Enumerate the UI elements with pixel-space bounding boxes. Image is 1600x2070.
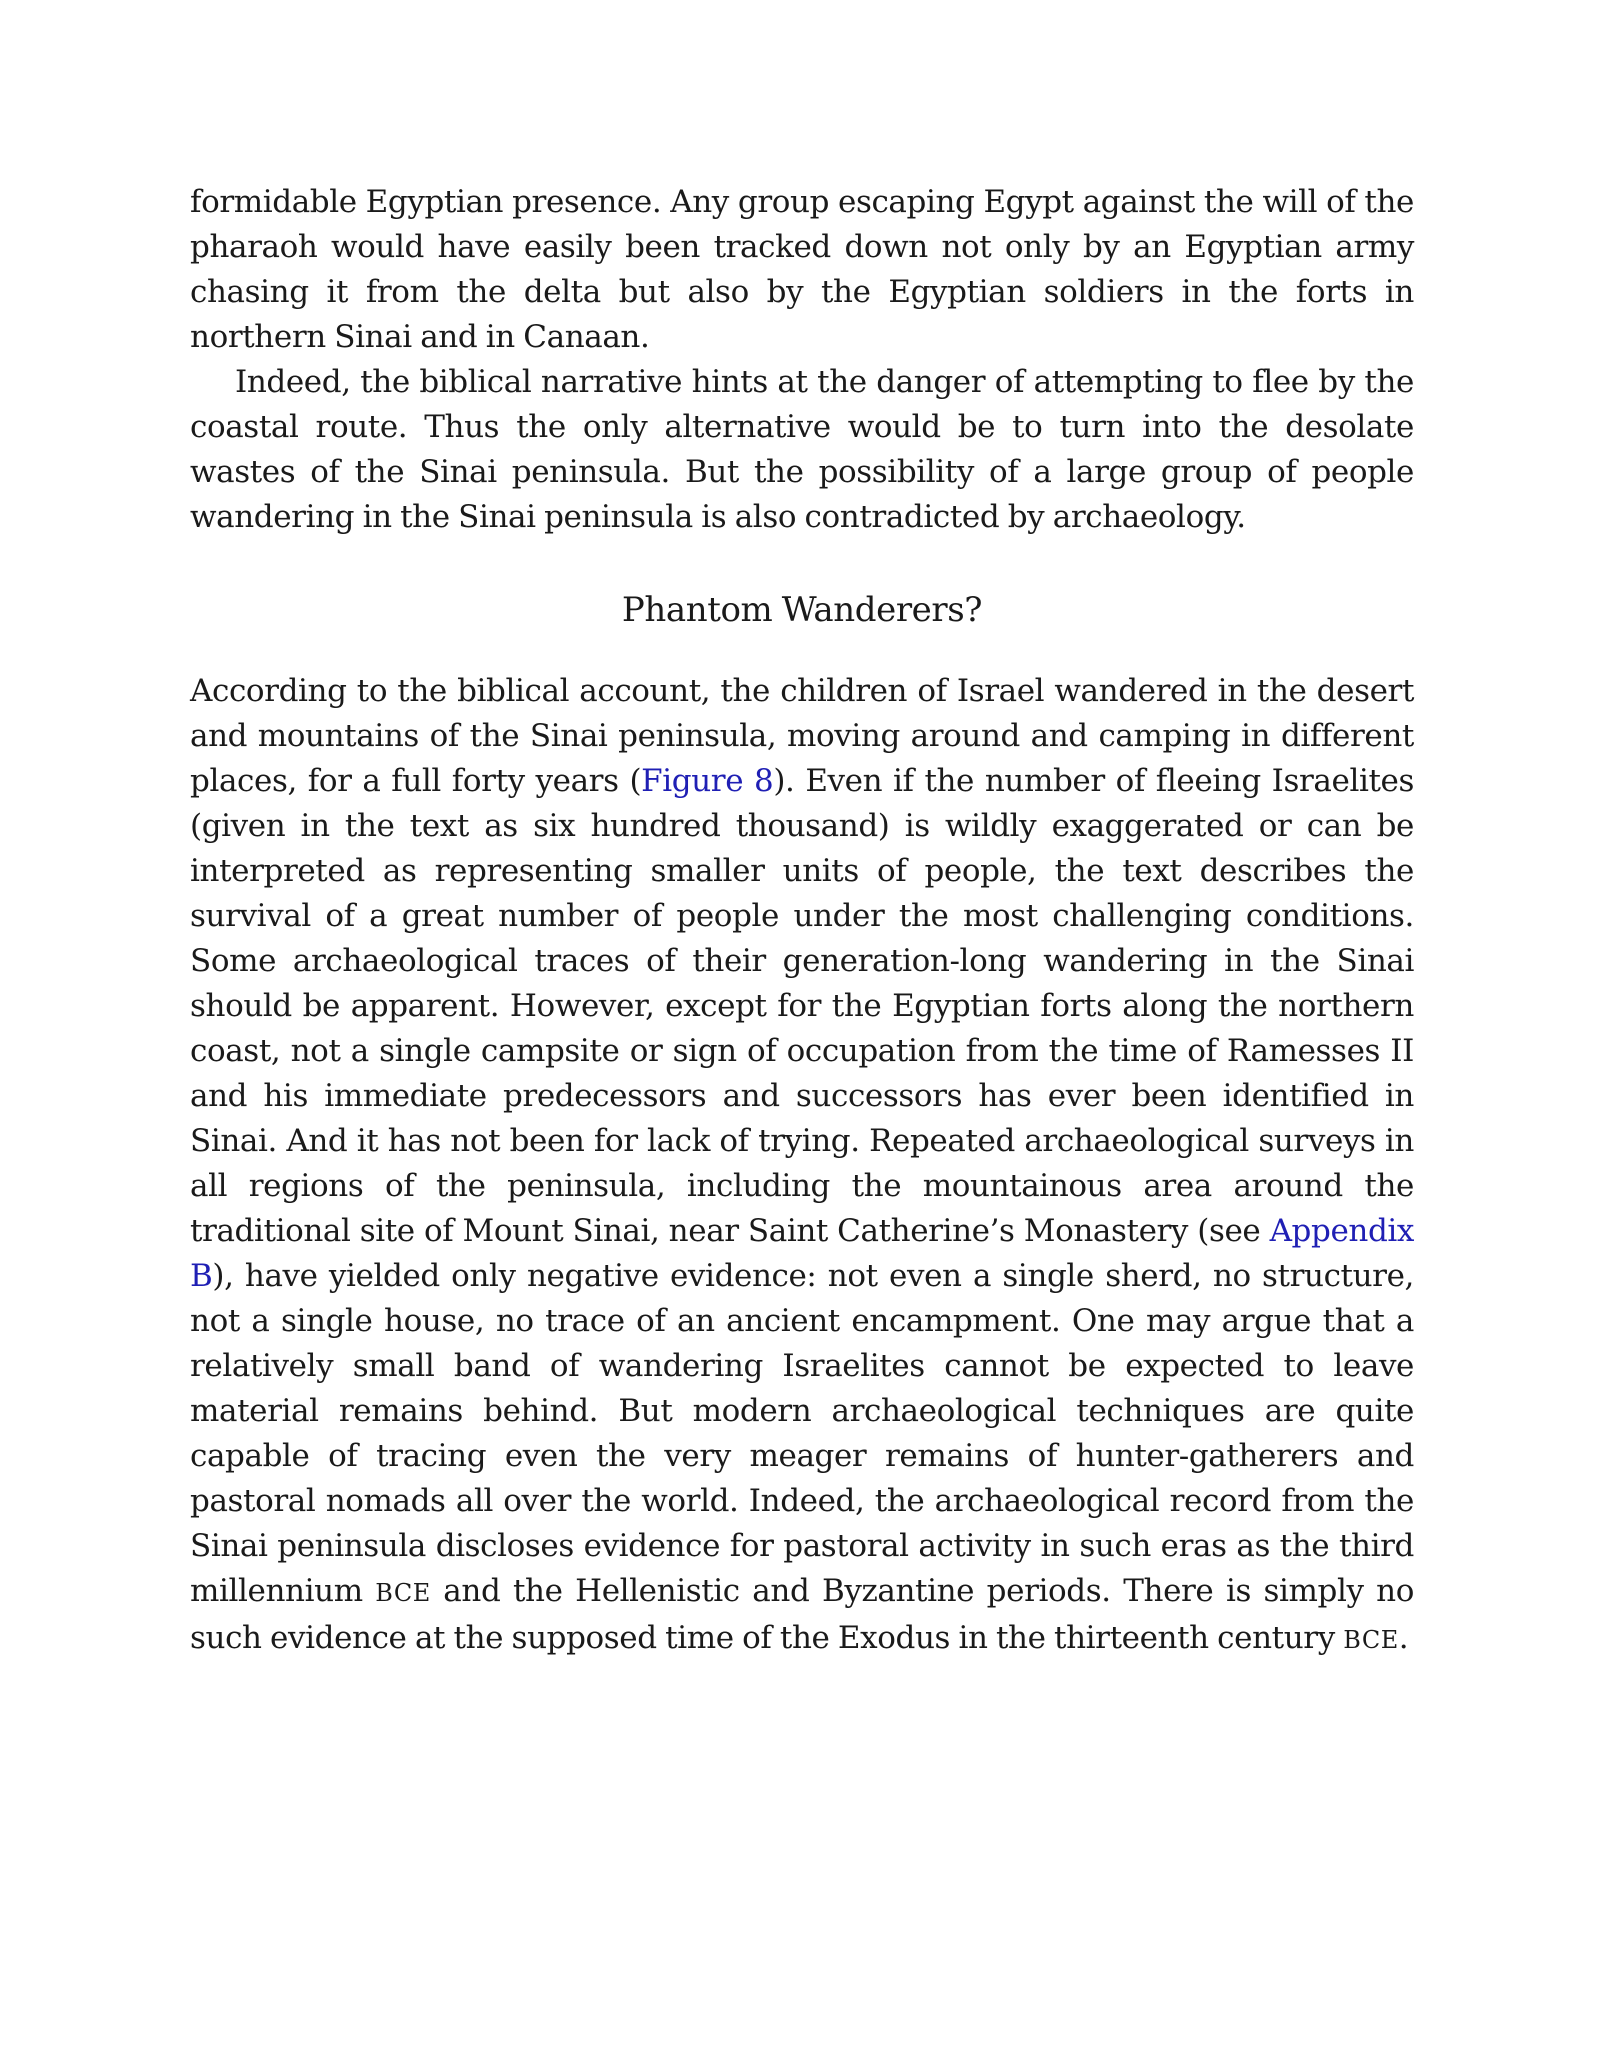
paragraph-3-text-2: ). Even if the number of fleeing Israelites (given in the text as six hundred thousand) is wildly exaggerated or can be interpreted as representing smaller units of people, the text describes the survival of a great number of people under the most challenging conditions. Some archaeological traces of their generation-long wandering in the Sinai should be apparent. However, except for the Egyptian forts along the northern coast, not a single campsite or sign of occupation from the time of Ramesses II and his immediate predecessors and successors has ever been identified in Sinai. And it has not been for lack of trying. Repeated archaeological surveys in all regions of the peninsula, including the mountainous area around the traditional site of Mount Sinai, near Saint Catherine’s Monastery (see [190, 763, 1414, 1249]
figure-8-link[interactable]: Figure 8 [641, 763, 774, 799]
page-body [190, 180, 1414, 1663]
era-abbreviation: BCE [1343, 1626, 1399, 1654]
paragraph-3-text-1: According to the biblical account, the children of Israel wandered in the desert and mountains of the Sinai peninsula, moving around and camping in different places, for a full forty years ( [190, 673, 1414, 799]
section-heading: Phantom Wanderers? [621, 590, 983, 630]
paragraph-3-text-3: ), have yielded only negative evidence: not even a single sherd, no structure, not a single house, no trace of an ancient encampment. One may argue that a relatively small band of wandering Israelites cannot be expected to leave material remains behind. But modern archaeological techniques are quite capable of tracing even the very meager remains of hunter-gatherers and pastoral nomads all over the world. Indeed, the archaeological record from the Sinai peninsula discloses evidence for pastoral activity in such eras as the third millennium [190, 1258, 1414, 1609]
era-abbreviation: BCE [375, 1579, 431, 1607]
paragraph-3 [190, 669, 1414, 1663]
appendix-b-link[interactable]: Appendix B [190, 1213, 1414, 1294]
paragraph-1: formidable Egyptian presence. Any group escaping Egypt against the will of the pharaoh would have easily been tracked down not only by an Egyptian army chasing it from the delta but also by the Egyptian soldiers in the forts in northern Sinai and in Canaan. [190, 184, 1414, 355]
paragraph-3-text-4: and the Hellenistic and Byzantine periods. There is simply no such evidence at the supposed time of the Exodus in the thirteenth century [190, 1573, 1415, 1656]
paragraph-2: Indeed, the biblical narrative hints at the danger of attempting to flee by the coastal route. Thus the only alternative would be to turn into the desolate wastes of the Sinai peninsula. But the possibility of a large group of people wandering in the Sinai peninsula is also contradicted by archaeology. [190, 364, 1414, 535]
paragraph-3-text-5: . [1398, 1620, 1409, 1656]
